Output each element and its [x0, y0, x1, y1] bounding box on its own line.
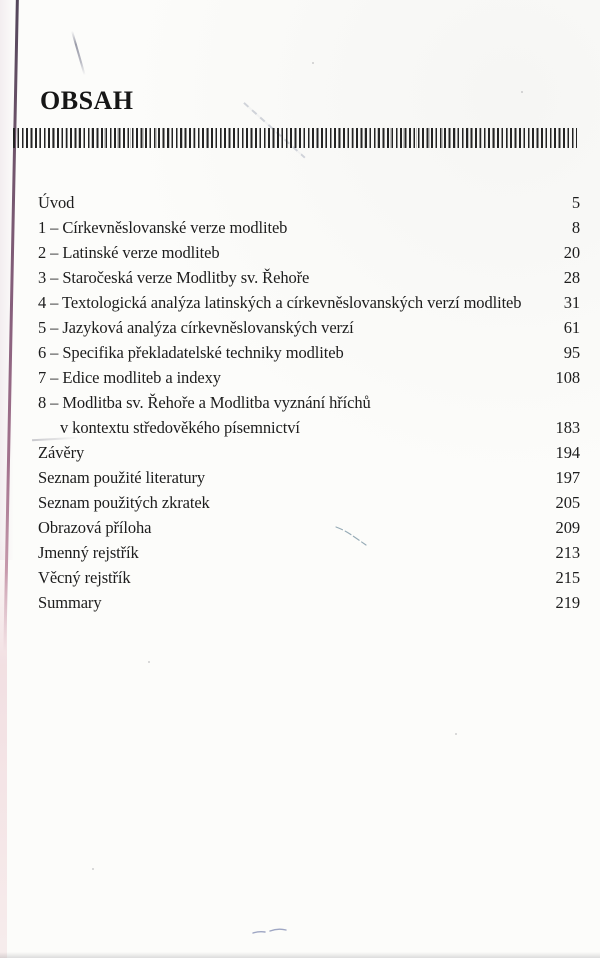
page-title: OBSAH: [40, 86, 134, 115]
toc-entry-page: 219: [555, 593, 580, 612]
toc-entry-label: Věcný rejstřík: [38, 568, 131, 587]
scan-speck: [312, 62, 314, 64]
toc-entry-label: Úvod: [38, 193, 75, 212]
toc-entry: [38, 290, 580, 315]
toc-entry-page: 31: [563, 293, 580, 312]
scan-smudge-bottom: [252, 927, 288, 935]
toc-entry-label: Jmenný rejstřík: [38, 543, 139, 562]
toc-entry: [38, 240, 580, 265]
toc-entry: [38, 540, 580, 565]
toc-entry-label: Závěry: [38, 443, 85, 462]
toc-entry-label: 1 – Církevněslovanské verze modliteb: [38, 218, 288, 237]
toc-entry: [38, 215, 580, 240]
toc-entry-page: 20: [563, 243, 580, 262]
toc-entry-label: 3 – Staročeská verze Modlitby sv. Řehoře: [38, 268, 310, 287]
toc-entry-label: 4 – Textologická analýza latinských a církevněslovanských verzí modliteb: [38, 293, 522, 312]
toc-entry-page: 213: [555, 543, 580, 562]
toc-entry: [38, 440, 580, 465]
scan-speck: [455, 733, 457, 735]
scan-speck: [521, 91, 523, 93]
toc-entry-page: 194: [555, 443, 580, 462]
decorative-stripe-rule: [13, 128, 577, 148]
toc-entry: [38, 515, 580, 540]
toc-entry: [38, 490, 580, 515]
toc-entry: [38, 590, 580, 615]
toc-entry-label: 7 – Edice modliteb a indexy: [38, 368, 221, 387]
scan-speck: [148, 661, 150, 663]
table-of-contents: [38, 190, 580, 615]
scan-scratch-top: [71, 31, 85, 76]
toc-entry-page: 215: [555, 568, 580, 587]
toc-entry-page: 61: [563, 318, 580, 337]
toc-entry-page: 183: [555, 418, 580, 437]
toc-entry-page: 95: [563, 343, 580, 362]
toc-entry-page: 197: [555, 468, 580, 487]
toc-entry-label: 5 – Jazyková analýza církevněslovanských verzí: [38, 318, 354, 337]
toc-entry-label: Seznam použité literatury: [38, 468, 206, 487]
toc-entry-label: Summary: [38, 593, 102, 612]
toc-entry: [38, 190, 580, 215]
page-edge-glow: [0, 540, 7, 958]
toc-entry-label: 8 – Modlitba sv. Řehoře a Modlitba vyznání hříchů: [38, 393, 371, 412]
toc-entry-page: 205: [555, 493, 580, 512]
toc-entry: [38, 365, 580, 390]
toc-entry-label: 6 – Specifika překladatelské techniky modliteb: [38, 343, 344, 362]
toc-entry-page: 209: [555, 518, 580, 537]
toc-entry-label: 2 – Latinské verze modliteb: [38, 243, 220, 262]
toc-entry: [38, 565, 580, 590]
toc-entry: [38, 415, 580, 440]
toc-entry: [38, 340, 580, 365]
toc-entry: [38, 390, 580, 415]
toc-entry-page: 108: [555, 368, 580, 387]
toc-entry-label: v kontextu středověkého písemnictví: [60, 418, 300, 437]
toc-entry-page: 28: [563, 268, 580, 287]
toc-entry-label: Obrazová příloha: [38, 518, 152, 537]
toc-entry: [38, 465, 580, 490]
scan-bottom-edge: [0, 952, 600, 958]
toc-entry-label: Seznam použitých zkratek: [38, 493, 210, 512]
toc-entry-page: 8: [571, 218, 580, 237]
toc-entry: [38, 315, 580, 340]
toc-entry: [38, 265, 580, 290]
toc-entry-page: 5: [571, 193, 580, 212]
scan-speck: [92, 868, 94, 870]
